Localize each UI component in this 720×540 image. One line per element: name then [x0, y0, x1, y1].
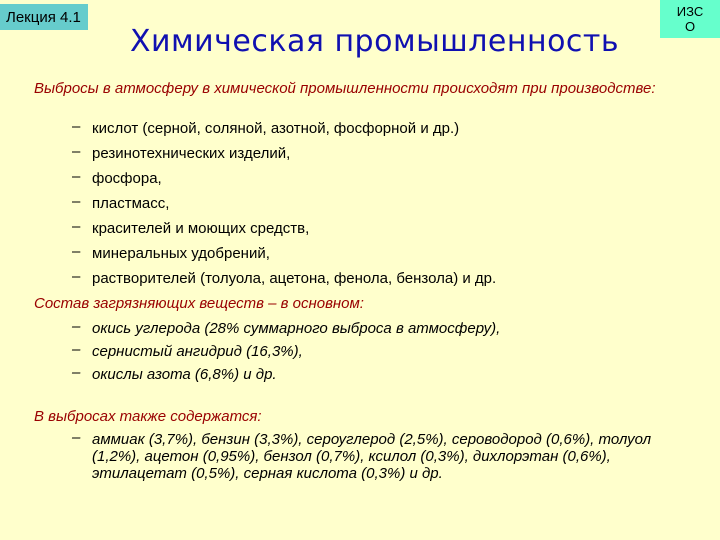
item-text: аммиак (3,7%), бензин (3,3%), сероуглерод (2,5%), сероводород (0,6%), толуол (1,2%), ацетон (0,95%), бензол (0,7%), ксилол (0,3%), дихлорэтан (0,6%), этилацетат (0,5%), серная кислота (0,3%) и др.: [92, 431, 652, 482]
section-emissions-heading: Выбросы в атмосферу в химической промышленности происходят при производстве:: [34, 80, 656, 97]
dash-bullet: –: [72, 318, 81, 335]
list-item: [72, 366, 702, 389]
dash-bullet: –: [72, 143, 81, 160]
item-text: растворителей (толуола, ацетона, фенола, бензола) и др.: [92, 270, 497, 287]
section-also-contained-heading: В выбросах также содержатся:: [34, 408, 262, 425]
list-item: [72, 195, 702, 220]
emissions-list: [72, 120, 702, 295]
item-text: фосфора,: [92, 170, 162, 187]
course-badge-line1: ИЗС: [676, 4, 704, 19]
list-item: [72, 320, 702, 343]
dash-bullet: –: [72, 243, 81, 260]
item-text: кислот (серной, соляной, азотной, фосфорной и др.): [92, 120, 460, 137]
list-item: [72, 245, 702, 270]
item-text: минеральных удобрений,: [92, 245, 270, 262]
item-text: окись углерода (28% суммарного выброса в атмосферу),: [92, 320, 501, 337]
list-item: [72, 170, 702, 195]
item-text: сернистый ангидрид (16,3%),: [92, 343, 303, 360]
dash-bullet: –: [72, 168, 81, 185]
section-pollutants-heading: Состав загрязняющих веществ – в основном:: [34, 295, 364, 312]
course-badge-line2: О: [684, 19, 696, 34]
item-text: красителей и моющих средств,: [92, 220, 310, 237]
list-item: [72, 145, 702, 170]
list-item: [72, 431, 692, 482]
dash-bullet: –: [72, 429, 81, 446]
list-item: [72, 343, 702, 366]
dash-bullet: –: [72, 193, 81, 210]
dash-bullet: –: [72, 364, 81, 381]
course-badge: [660, 0, 720, 38]
list-item: [72, 120, 702, 145]
lecture-badge: Лекция 4.1: [0, 4, 88, 30]
slide-title: Химическая промышленность: [130, 24, 620, 59]
dash-bullet: –: [72, 218, 81, 235]
item-text: пластмасс,: [92, 195, 170, 212]
dash-bullet: –: [72, 268, 81, 285]
list-item: [72, 270, 702, 295]
pollutants-list: [72, 320, 702, 389]
item-text: окислы азота (6,8%) и др.: [92, 366, 277, 383]
dash-bullet: –: [72, 118, 81, 135]
dash-bullet: –: [72, 341, 81, 358]
item-text: резинотехнических изделий,: [92, 145, 291, 162]
also-contained-list: [72, 431, 692, 482]
list-item: [72, 220, 702, 245]
